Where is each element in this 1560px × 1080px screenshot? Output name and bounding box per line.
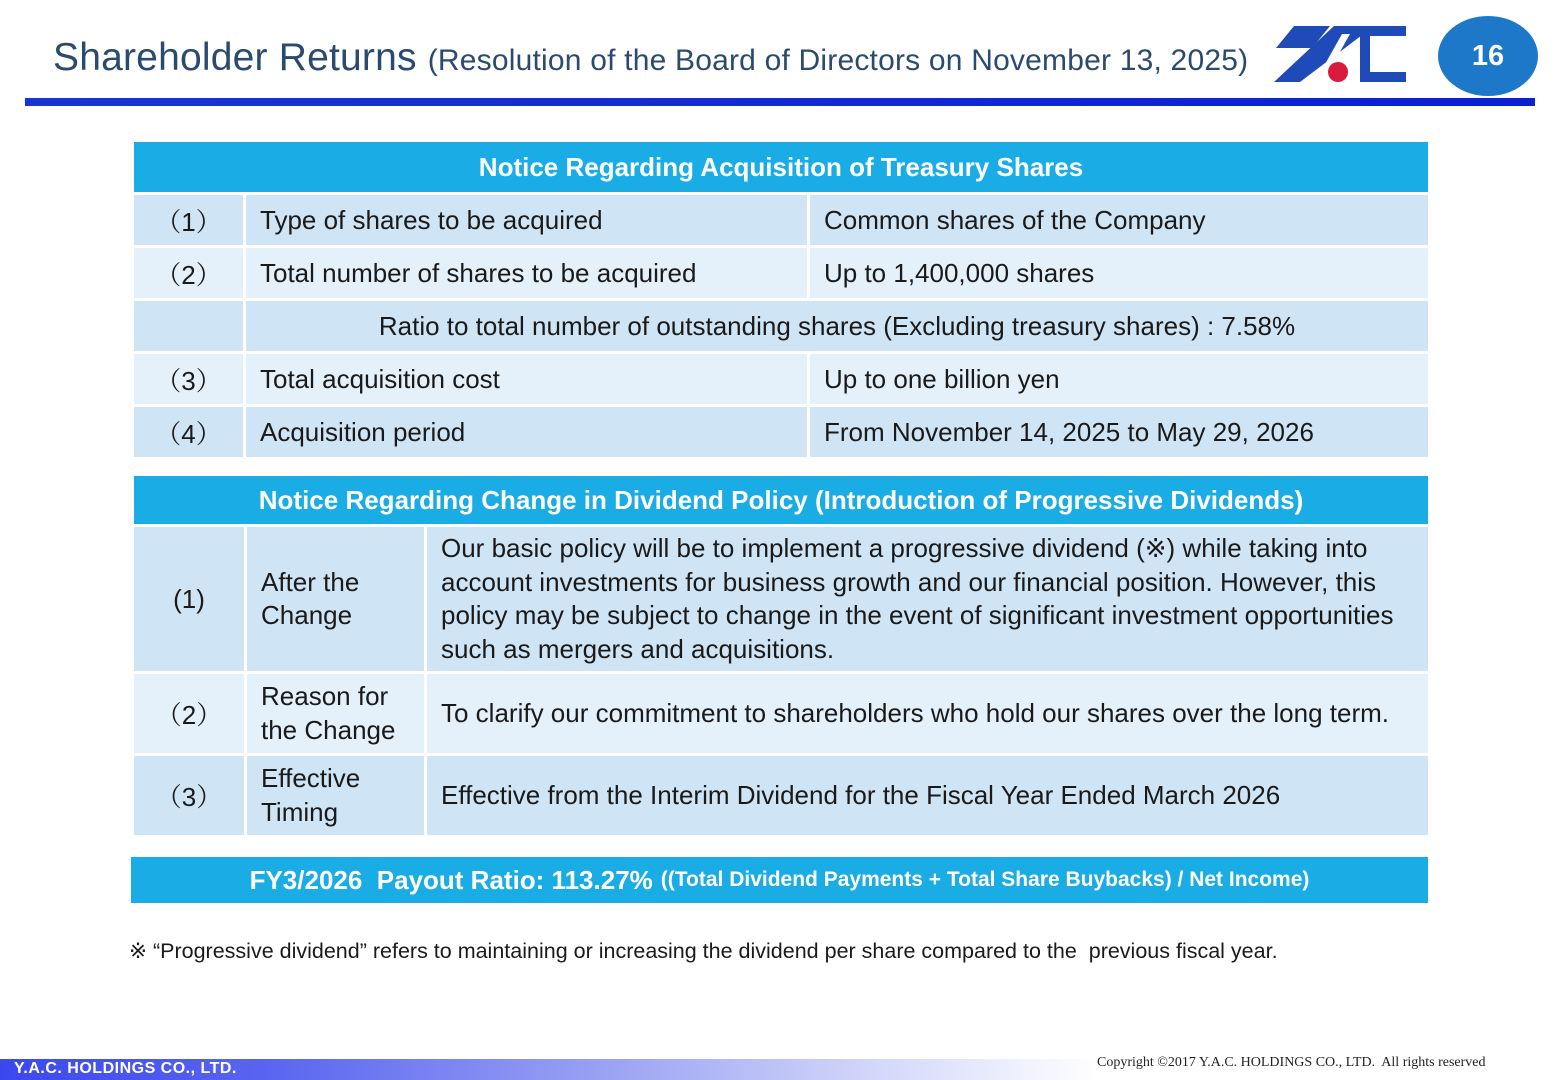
row-value: Common shares of the Company (809, 194, 1430, 247)
title-main: Shareholder Returns (53, 36, 417, 79)
row-number: （2） (133, 673, 246, 755)
row-number (133, 300, 245, 353)
footnote: ※ “Progressive dividend” refers to maintaining or increasing the dividend per share compared to the previous fiscal year. (129, 939, 1278, 963)
dividend-table-heading: Notice Regarding Change in Dividend Policy (Introduction of Progressive Dividends) (133, 475, 1430, 526)
row-number: （3） (133, 755, 246, 837)
row-number: (1) (133, 526, 246, 673)
ratio-note: Ratio to total number of outstanding shares (Excluding treasury shares) : 7.58% (245, 300, 1430, 353)
row-label: Reason for the Change (246, 673, 426, 755)
yac-logo (1272, 22, 1408, 86)
payout-ratio-main: FY3/2026 Payout Ratio: 113.27% (249, 864, 653, 895)
row-label: Effective Timing (246, 755, 426, 837)
table-row (133, 300, 1430, 353)
row-value: From November 14, 2025 to May 29, 2026 (809, 406, 1430, 459)
row-number: （1） (133, 194, 245, 247)
table-row (133, 755, 1430, 837)
table-row (133, 526, 1430, 673)
row-label: Total number of shares to be acquired (245, 247, 809, 300)
row-value: Up to 1,400,000 shares (809, 247, 1430, 300)
payout-ratio-banner (131, 857, 1428, 903)
table-row (133, 247, 1430, 300)
title-subtitle: (Resolution of the Board of Directors on November 13, 2025) (427, 44, 1249, 77)
row-number: （2） (133, 247, 245, 300)
dividend-policy-table (131, 473, 1431, 838)
row-value: To clarify our commitment to shareholders who hold our shares over the long term. (426, 673, 1430, 755)
row-label: After the Change (246, 526, 426, 673)
page-title (53, 36, 1248, 80)
table-row (133, 194, 1430, 247)
row-label: Acquisition period (245, 406, 809, 459)
row-value: Up to one billion yen (809, 353, 1430, 406)
title-underline (25, 98, 1535, 106)
footer-copyright: Copyright ©2017 Y.A.C. HOLDINGS CO., LTD. All rights reserved (1097, 1055, 1486, 1070)
treasury-shares-table (131, 139, 1431, 460)
row-value: Effective from the Interim Dividend for the Fiscal Year Ended March 2026 (426, 755, 1430, 837)
treasury-table-heading: Notice Regarding Acquisition of Treasury Shares (133, 141, 1430, 194)
table-row (133, 406, 1430, 459)
row-label: Total acquisition cost (245, 353, 809, 406)
row-number: （4） (133, 406, 245, 459)
row-number: （3） (133, 353, 245, 406)
page-number-badge: 16 (1438, 16, 1538, 96)
table-row (133, 673, 1430, 755)
footer-company-name: Y.A.C. HOLDINGS CO., LTD. (14, 1060, 237, 1077)
payout-ratio-formula: ((Total Dividend Payments + Total Share Buybacks) / Net Income) (660, 868, 1310, 891)
row-label: Type of shares to be acquired (245, 194, 809, 247)
table-row (133, 353, 1430, 406)
row-value: Our basic policy will be to implement a progressive dividend (※) while taking into account investments for business growth and our financial position. However, this policy may be subject to change in the event of significant investment opportunities such as mergers and acquisitions. (426, 526, 1430, 673)
